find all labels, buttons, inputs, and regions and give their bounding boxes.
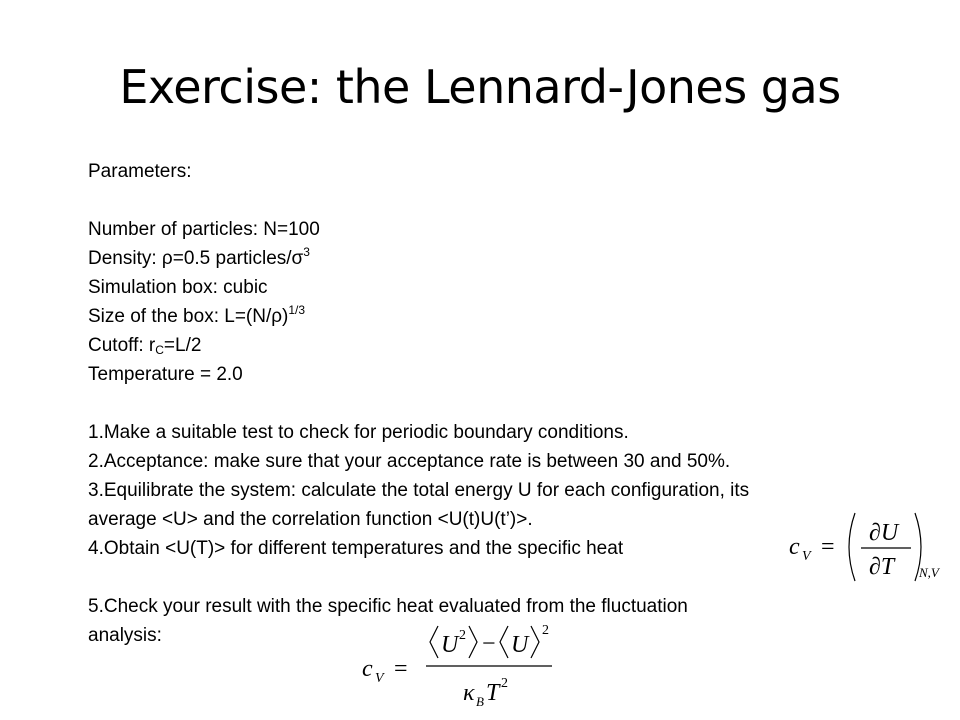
param-density [88,244,948,273]
formula2-angle-open-1 [430,626,438,658]
formula2-den-k: κ [463,680,475,706]
task-4: 4.Obtain <U(T)> for different temperatures and the specific heat [88,538,624,559]
param-density-exp: 3 [303,245,310,259]
param-box-size-exp: 1/3 [288,303,306,317]
task-2: 2.Acceptance: make sure that your acceptance rate is between 30 and 50%. [88,451,731,472]
formula2-den-t-exp: 2 [501,676,508,691]
task-3-line-1: 3.Equilibrate the system: calculate the total energy U for each configuration, its [88,480,750,501]
formula2-equals: = [394,656,408,682]
formula1-numerator: ∂U [869,520,899,546]
formula2-angle-open-2 [500,626,508,658]
param-particles: Number of particles: N=100 [88,219,320,240]
formula2-minus: − [482,631,496,657]
formula1-denominator: ∂T [869,554,895,580]
formula1-lhs-sub: V [802,549,811,564]
param-cutoff-sub: C [155,343,164,357]
slide-title: Exercise: the Lennard-Jones gas [119,60,841,114]
param-box-size-text: Size of the box: L=(N/ρ) [88,306,289,327]
param-temperature: Temperature = 2.0 [88,364,243,385]
spacer [88,186,948,215]
formula2-num-b-exp: 2 [542,623,549,638]
param-density-text: Density: ρ=0.5 particles/σ [88,248,304,269]
task-1: 1.Make a suitable test to check for periodic boundary conditions. [88,422,629,443]
formula2-num-b: U [511,632,529,658]
formula2-lhs: c [362,656,373,682]
specific-heat-fluctuation-formula [360,620,570,716]
formula2-num-a-exp: 2 [459,628,466,643]
param-cutoff-prefix: Cutoff: r [88,335,156,356]
task-5-line-2: analysis: [88,625,162,646]
formula2-den-t: T [486,680,500,706]
task-5-line-1: 5.Check your result with the specific heat evaluated from the fluctuation [88,596,688,617]
spacer [88,389,948,418]
parameters-heading: Parameters: [88,161,192,182]
param-cutoff-suffix: =L/2 [163,335,202,356]
formula2-lhs-sub: V [375,671,384,686]
formula2-angle-close-1 [469,626,477,658]
task-3-line-2: average <U> and the correlation function <U(t)U(t’)>. [88,509,533,530]
specific-heat-derivative-formula [785,507,945,587]
param-cutoff [88,331,948,360]
param-box-size [88,302,948,331]
param-box-type: Simulation box: cubic [88,277,268,298]
formula1-equals: = [821,534,835,560]
formula2-angle-close-2 [531,626,539,658]
formula2-den-k-sub: B [476,694,484,709]
formula1-subscript: N,V [919,565,939,580]
formula2-num-a: U [441,632,459,658]
formula1-lhs: c [789,534,800,560]
formula1-left-paren [849,513,855,581]
